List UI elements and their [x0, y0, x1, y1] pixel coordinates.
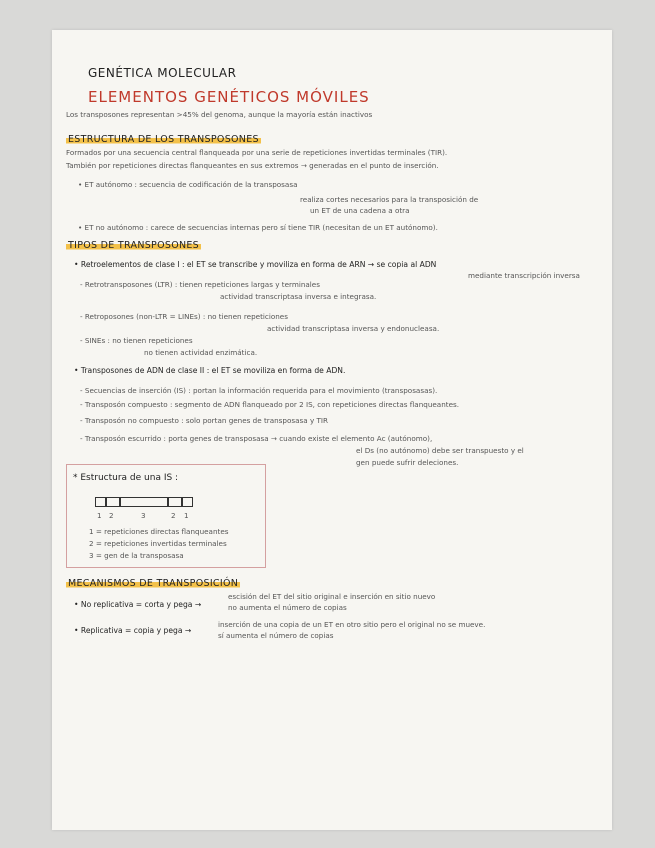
segment-label-4: 2 [171, 511, 176, 520]
segment-label-3: 3 [141, 511, 146, 520]
escurrido-note-1: el Ds (no autónomo) debe ser transpuesto y el [356, 446, 524, 455]
sines-note: no tienen actividad enzimática. [144, 348, 258, 357]
section-heading-structure: ESTRUCTURA DE LOS TRANSPOSONES [68, 134, 259, 145]
section-heading-types: TIPOS DE TRANSPOSONES [68, 240, 200, 251]
replicative-note-2: sí aumenta el número de copias [218, 631, 334, 640]
class1-note: mediante transcripción inversa [468, 271, 580, 280]
class1-item: • Retroelementos de clase I : el ET se transcribe y moviliza en forma de ARN → se copia al ADN [74, 260, 437, 269]
section-heading-mechanisms: MECANISMOS DE TRANSPOSICIÓN [68, 578, 239, 589]
structure-line-2: También por repeticiones directas flanqueantes en sus extremos → generadas en el punto de inserción. [66, 161, 439, 170]
paper-sheet [52, 30, 612, 830]
noncomposite-item: - Transposón no compuesto : solo portan genes de transposasa y TIR [80, 416, 329, 425]
nonltr-note: actividad transcriptasa inversa y endonucleasa. [267, 324, 440, 333]
nonreplicative-note-2: no aumenta el número de copias [228, 603, 347, 612]
page-heading: GENÉTICA MOLECULAR [88, 66, 237, 80]
intro-text: Los transposones representan >45% del genoma, aunque la mayoría están inactivos [66, 110, 373, 119]
is-structure-box [66, 464, 266, 568]
segment-direct-repeat-right [181, 497, 193, 507]
ltr-item: - Retrotransposones (LTR) : tienen repeticiones largas y terminales [80, 280, 320, 289]
autonomous-note-2: un ET de una cadena a otra [310, 206, 410, 215]
nonreplicative-item: • No replicativa = corta y pega → [74, 600, 202, 609]
autonomous-note-1: realiza cortes necesarios para la transposición de [300, 195, 479, 204]
structure-line-1: Formados por una secuencia central flanqueada por una serie de repeticiones invertidas terminales (TIR). [66, 148, 448, 157]
escurrido-note-2: gen puede sufrir deleciones. [356, 458, 459, 467]
replicative-note-1: inserción de una copia de un ET en otro sitio pero el original no se mueve. [218, 620, 486, 629]
legend-1: 1 = repeticiones directas flanqueantes [89, 527, 229, 536]
page-title: ELEMENTOS GENÉTICOS MÓVILES [88, 88, 370, 106]
nonltr-item: - Retroposones (non-LTR = LINEs) : no tienen repeticiones [80, 312, 288, 321]
ltr-note: actividad transcriptasa inversa e integrasa. [220, 292, 377, 301]
box-title: * Estructura de una IS : [73, 473, 179, 483]
nonreplicative-note-1: escisión del ET del sitio original e inserción en sitio nuevo [228, 592, 436, 601]
segment-transposase-gene [119, 497, 169, 507]
replicative-item: • Replicativa = copia y pega → [74, 626, 192, 635]
class2-item: • Transposones de ADN de clase II : el ET se moviliza en forma de ADN. [74, 366, 346, 375]
sines-item: - SINEs : no tienen repeticiones [80, 336, 193, 345]
composite-item: - Transposón compuesto : segmento de ADN flanqueado por 2 IS, con repeticiones directas flanqueantes. [80, 400, 460, 409]
is-item: - Secuencias de inserción (IS) : portan la información requerida para el movimiento (transposasas). [80, 386, 438, 395]
segment-label-2: 2 [109, 511, 114, 520]
legend-3: 3 = gen de la transposasa [89, 551, 184, 560]
legend-2: 2 = repeticiones invertidas terminales [89, 539, 227, 548]
autonomous-et: • ET autónomo : secuencia de codificación de la transposasa [78, 180, 298, 189]
non-autonomous-et: • ET no autónomo : carece de secuencias internas pero sí tiene TIR (necesitan de un ET autónomo). [78, 223, 438, 232]
segment-label-5: 1 [184, 511, 189, 520]
escurrido-item: - Transposón escurrido : porta genes de transposasa → cuando existe el elemento Ac (autónomo), [80, 434, 433, 443]
segment-label-1: 1 [97, 511, 102, 520]
